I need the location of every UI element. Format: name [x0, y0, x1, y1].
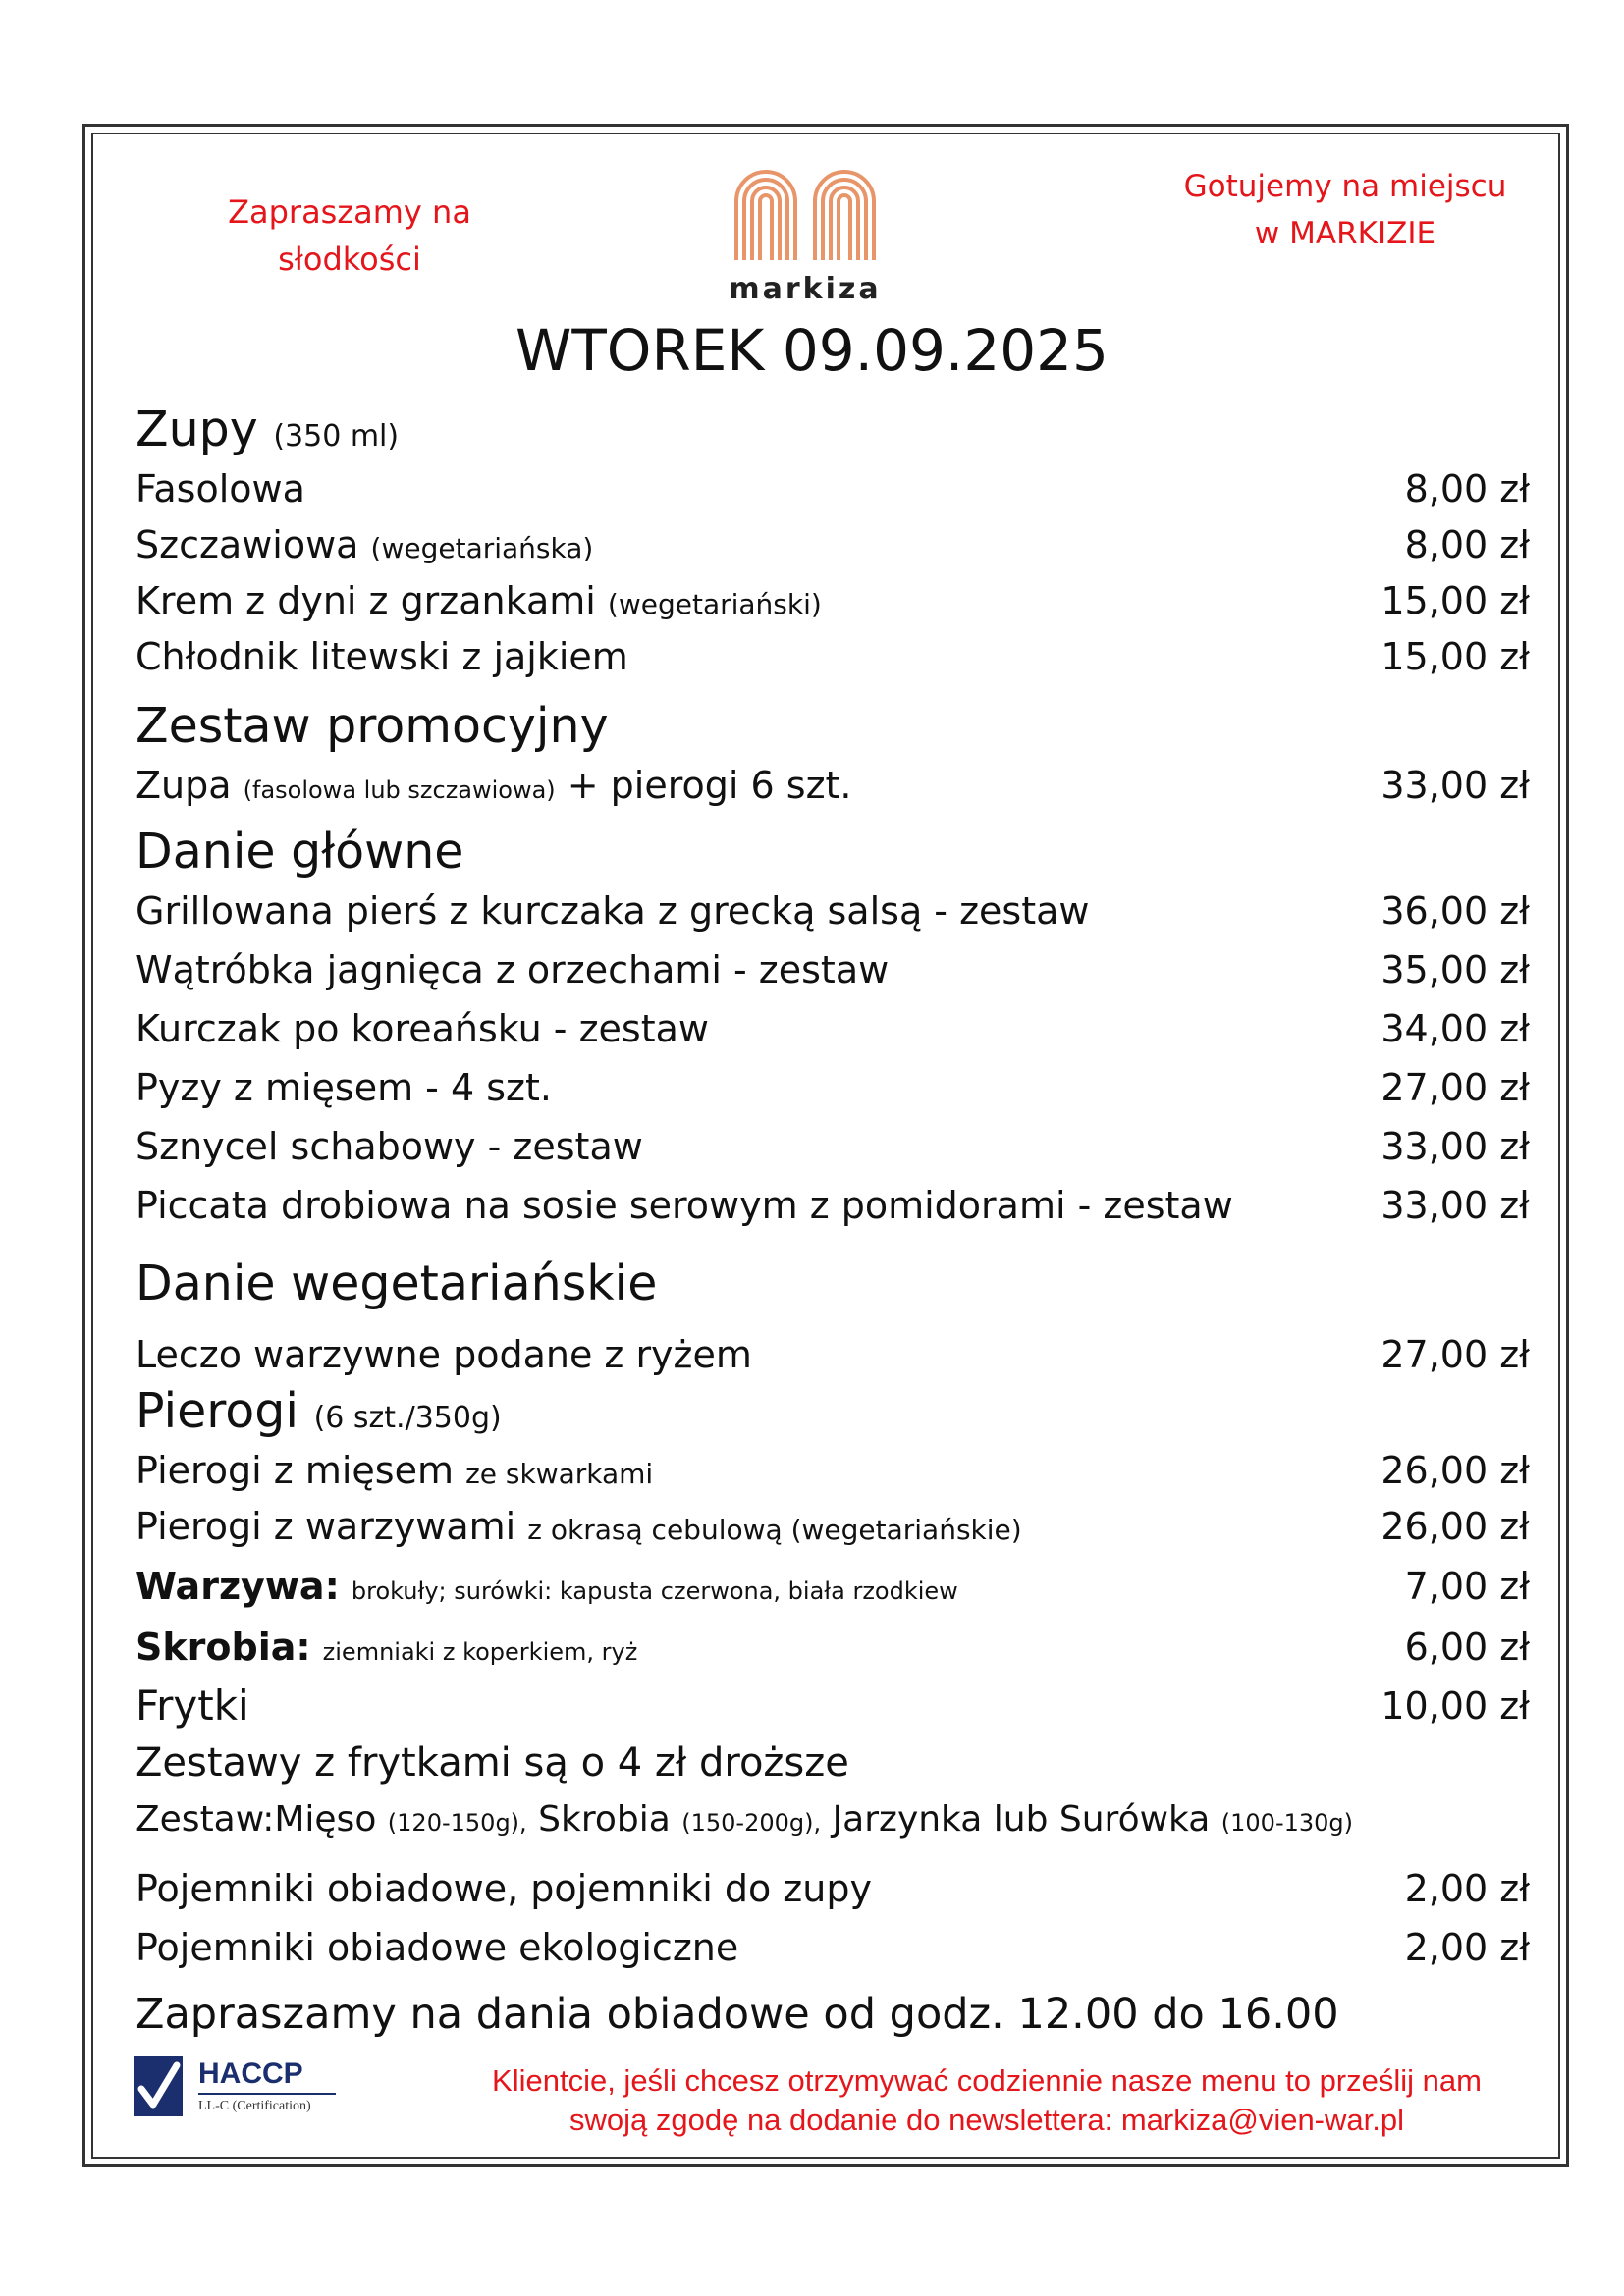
item-price: 33,00 zł	[1380, 1125, 1530, 1168]
item-name: Pojemniki obiadowe, pojemniki do zupy	[135, 1867, 872, 1910]
cooking-note	[1149, 163, 1542, 257]
section-heading-pierogi	[135, 1382, 502, 1448]
set-meat: Zestaw:Mięso	[135, 1799, 377, 1840]
menu-item	[135, 1861, 1530, 1916]
newsletter-line-1: Klientcie, jeśli chcesz otrzymywać codziennie nasze menu to prześlij nam	[492, 2063, 1482, 2098]
item-name-rest: + pierogi 6 szt.	[567, 764, 852, 807]
item-price: 7,00 zł	[1404, 1565, 1530, 1608]
item-price: 35,00 zł	[1380, 948, 1530, 991]
item-price: 26,00 zł	[1380, 1505, 1530, 1548]
item-name: Zupa	[135, 764, 232, 807]
item-name: Frytki	[135, 1682, 249, 1730]
haccp-title: HACCP	[198, 2057, 303, 2090]
item-name: Piccata drobiowa na sosie serowym z pomidorami - zestaw	[135, 1184, 1233, 1227]
menu-item	[135, 1327, 1530, 1382]
item-name: Pierogi z warzywami	[135, 1505, 516, 1548]
item-price: 36,00 zł	[1380, 889, 1530, 933]
item-note: (wegetariański)	[607, 588, 822, 620]
sweets-invitation	[196, 188, 503, 283]
haccp-subtitle: LL-C (Certification)	[198, 2099, 311, 2113]
check-icon	[134, 2056, 183, 2116]
item-price: 2,00 zł	[1404, 1926, 1530, 1969]
item-name: Szczawiowa	[135, 523, 359, 566]
set-starch: Skrobia	[538, 1799, 671, 1840]
item-price: 15,00 zł	[1380, 579, 1530, 622]
newsletter-note	[422, 2061, 1551, 2140]
menu-item	[135, 573, 1530, 628]
item-price: 27,00 zł	[1380, 1333, 1530, 1376]
newsletter-line-2: swoją zgodę na dodanie do newslettera: markiza@vien-war.pl	[569, 2103, 1404, 2137]
pierogi-heading: Pierogi	[135, 1383, 298, 1439]
item-name: Pierogi z mięsem	[135, 1449, 454, 1492]
item-name: Grillowana pierś z kurczaka z grecką salsą - zestaw	[135, 889, 1090, 933]
menu-item	[135, 883, 1530, 938]
markiza-logo	[727, 162, 884, 309]
menu-item	[135, 758, 1530, 813]
side-label: Warzywa:	[135, 1565, 340, 1608]
menu-item	[135, 1443, 1530, 1498]
item-price: 8,00 zł	[1404, 467, 1530, 510]
item-price: 2,00 zł	[1404, 1867, 1530, 1910]
cooking-line-1: Gotujemy na miejscu	[1183, 169, 1507, 204]
item-note: brokuły; surówki: kapusta czerwona, biała rzodkiew	[351, 1577, 958, 1605]
item-price: 8,00 zł	[1404, 523, 1530, 566]
item-price: 26,00 zł	[1380, 1449, 1530, 1492]
section-heading-vegetarian: Danie wegetariańskie	[135, 1255, 658, 1311]
haccp-badge	[134, 2052, 340, 2122]
menu-item	[135, 1620, 1530, 1675]
side-label: Skrobia:	[135, 1626, 311, 1669]
item-note: z okrasą cebulową (wegetariańskie)	[527, 1514, 1022, 1546]
menu-item	[135, 1060, 1530, 1115]
menu-item	[135, 1499, 1530, 1554]
markiza-logo-mark	[727, 162, 884, 270]
cooking-line-2: w MARKIZIE	[1254, 216, 1436, 251]
soups-heading: Zupy	[135, 401, 258, 457]
item-price: 33,00 zł	[1380, 764, 1530, 807]
item-price: 6,00 zł	[1404, 1626, 1530, 1669]
item-name: Sznycel schabowy - zestaw	[135, 1125, 643, 1168]
fries-note: Zestawy z frytkami są o 4 zł droższe	[135, 1740, 849, 1786]
sweets-line-1: Zapraszamy na	[228, 193, 471, 231]
menu-item	[135, 1679, 1530, 1734]
page-title: WTOREK 09.09.2025	[515, 317, 1109, 384]
item-note: (wegetariańska)	[370, 532, 594, 564]
item-name: Chłodnik litewski z jajkiem	[135, 635, 628, 678]
item-name: Leczo warzywne podane z ryżem	[135, 1333, 752, 1376]
set-veg: Jarzynka lub Surówka	[832, 1799, 1211, 1840]
menu-item	[135, 461, 1530, 516]
item-note: (fasolowa lub szczawiowa)	[243, 776, 556, 804]
item-price: 27,00 zł	[1380, 1066, 1530, 1109]
menu-item	[135, 1119, 1530, 1174]
set-composition-note	[135, 1792, 1353, 1850]
section-heading-promo: Zestaw promocyjny	[135, 698, 609, 754]
menu-item	[135, 629, 1530, 684]
item-name: Wątróbka jagnięca z orzechami - zestaw	[135, 948, 890, 991]
set-veg-weight: (100-130g)	[1220, 1809, 1354, 1837]
menu-item	[135, 1178, 1530, 1233]
section-heading-soups	[135, 400, 399, 466]
haccp-divider	[198, 2093, 336, 2095]
item-price: 15,00 zł	[1380, 635, 1530, 678]
section-heading-mains: Danie główne	[135, 824, 464, 880]
item-price: 33,00 zł	[1380, 1184, 1530, 1227]
sweets-line-2: słodkości	[278, 240, 421, 278]
item-note: ziemniaki z koperkiem, ryż	[322, 1638, 638, 1666]
set-starch-weight: (150-200g),	[681, 1809, 822, 1837]
item-name: Krem z dyni z grzankami	[135, 579, 596, 622]
item-price: 10,00 zł	[1380, 1684, 1530, 1728]
item-name: Pyzy z mięsem - 4 szt.	[135, 1066, 552, 1109]
logo-wordmark: markiza	[729, 272, 882, 306]
lunch-hours: Zapraszamy na dania obiadowe od godz. 12.00 do 16.00	[135, 1990, 1339, 2039]
item-price: 34,00 zł	[1380, 1007, 1530, 1050]
pierogi-heading-note: (6 szt./350g)	[313, 1401, 502, 1435]
item-name: Fasolowa	[135, 467, 305, 510]
item-name: Pojemniki obiadowe ekologiczne	[135, 1926, 739, 1969]
soups-heading-note: (350 ml)	[273, 419, 400, 454]
menu-item	[135, 1001, 1530, 1056]
menu-item	[135, 517, 1530, 572]
set-meat-weight: (120-150g),	[387, 1809, 527, 1837]
menu-item	[135, 1920, 1530, 1975]
item-note: ze skwarkami	[465, 1458, 654, 1490]
menu-item	[135, 1559, 1530, 1614]
item-name: Kurczak po koreańsku - zestaw	[135, 1007, 709, 1050]
menu-item	[135, 942, 1530, 997]
